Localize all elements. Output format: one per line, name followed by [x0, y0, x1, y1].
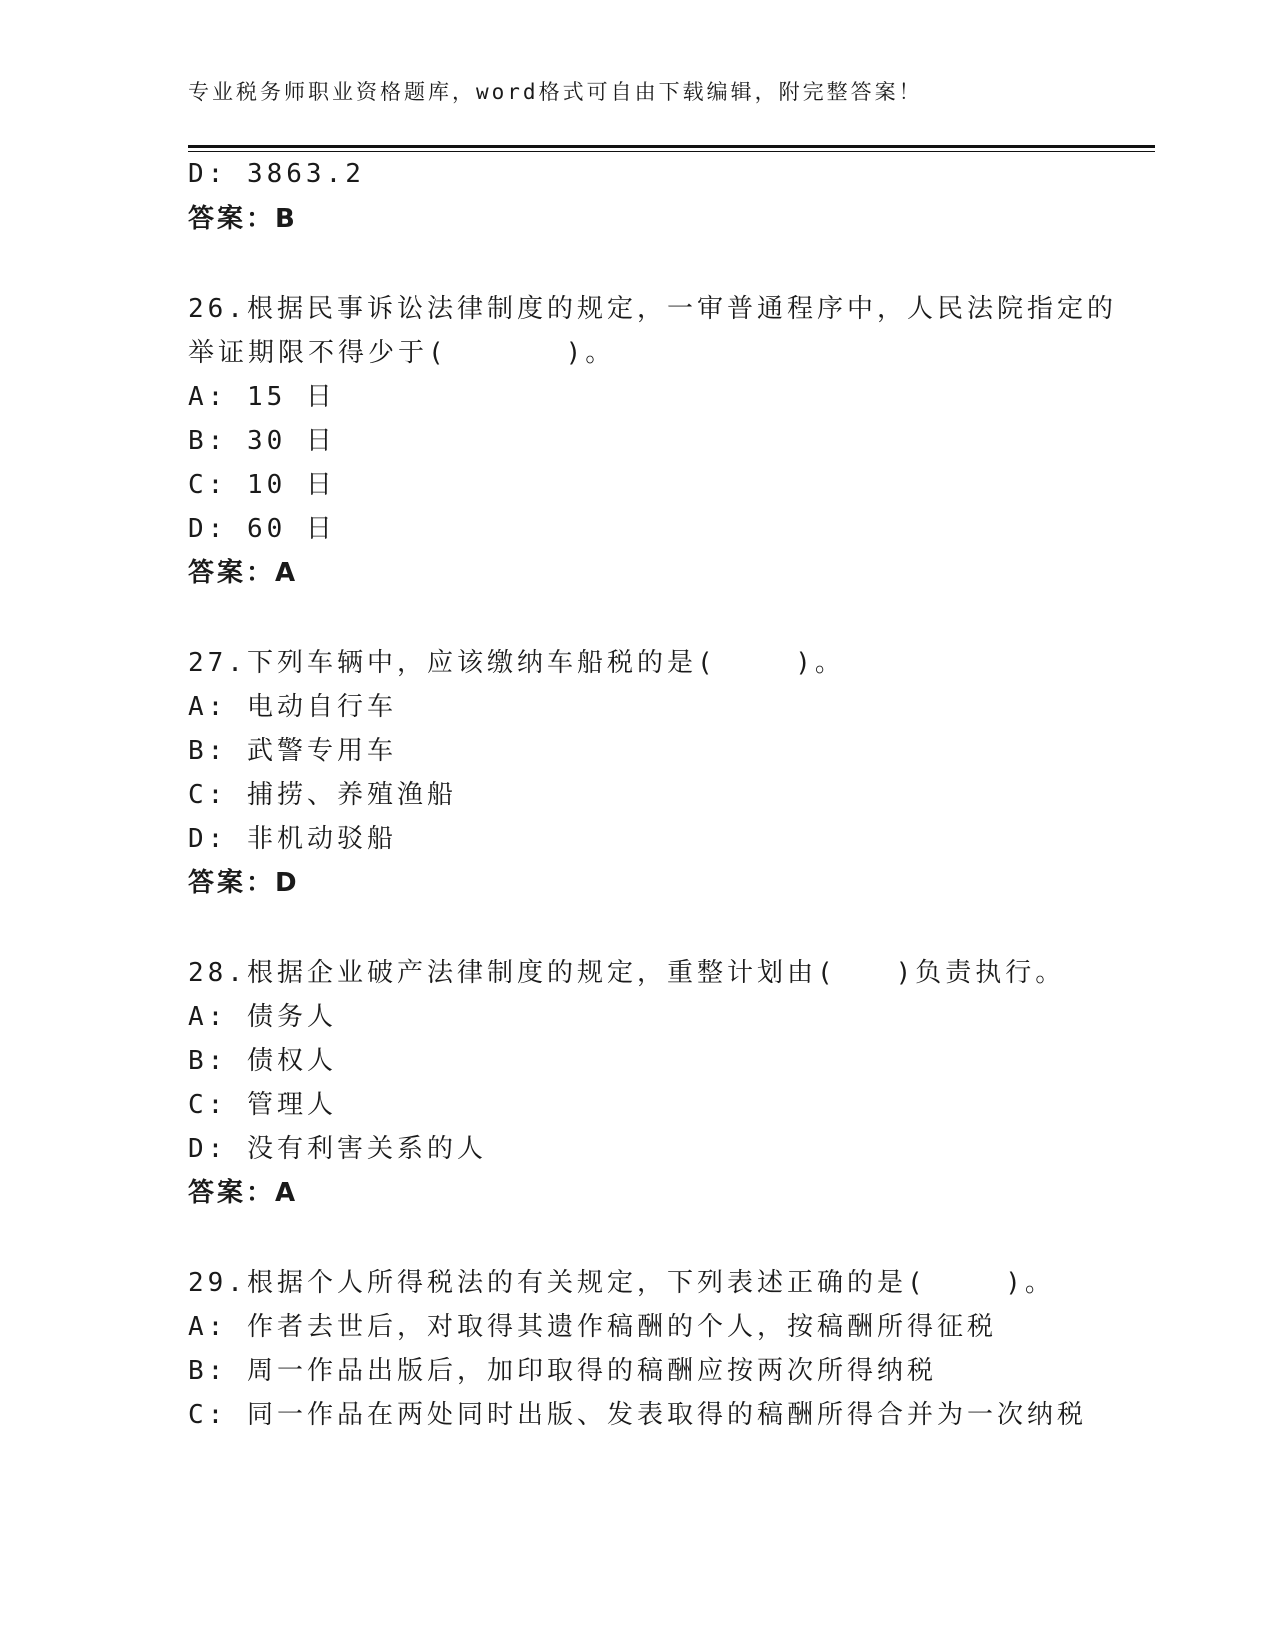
q28-stem: 28.根据企业破产法律制度的规定，重整计划由( )负责执行。 — [188, 958, 1066, 988]
header-rule-thick — [188, 145, 1155, 148]
q27-option-a: A: 电动自行车 — [188, 692, 397, 722]
q28-answer: 答案：A — [188, 1178, 299, 1208]
header-rule-thin — [188, 151, 1155, 152]
prev-option-d: D: 3863.2 — [188, 159, 365, 189]
q29-option-b: B: 周一作品出版后，加印取得的稿酬应按两次所得纳税 — [188, 1356, 937, 1386]
q26-option-d: D: 60 日 — [188, 514, 336, 544]
q26-option-c: C: 10 日 — [188, 470, 336, 500]
q26-option-b: B: 30 日 — [188, 426, 336, 456]
q28-option-c: C: 管理人 — [188, 1090, 337, 1120]
q26-stem-line2: 举证期限不得少于( )。 — [188, 338, 616, 368]
q26-option-a: A: 15 日 — [188, 382, 336, 412]
q29-option-c: C: 同一作品在两处同时出版、发表取得的稿酬所得合并为一次纳税 — [188, 1400, 1087, 1430]
q26-answer: 答案：A — [188, 558, 299, 588]
q27-stem: 27.下列车辆中，应该缴纳车船税的是( )。 — [188, 648, 845, 678]
q27-option-d: D: 非机动驳船 — [188, 824, 397, 854]
q27-answer: 答案：D — [188, 868, 300, 898]
q29-option-a: A: 作者去世后，对取得其遗作稿酬的个人，按稿酬所得征税 — [188, 1312, 997, 1342]
q28-option-a: A: 债务人 — [188, 1002, 337, 1032]
q26-stem-line1: 26.根据民事诉讼法律制度的规定，一审普通程序中，人民法院指定的 — [188, 294, 1117, 324]
q29-stem: 29.根据个人所得税法的有关规定，下列表述正确的是( )。 — [188, 1268, 1055, 1298]
q28-option-b: B: 债权人 — [188, 1046, 337, 1076]
q28-option-d: D: 没有利害关系的人 — [188, 1134, 487, 1164]
page-header: 专业税务师职业资格题库，word格式可自由下载编辑，附完整答案！ — [188, 80, 923, 104]
prev-answer: 答案：B — [188, 204, 298, 234]
q27-option-c: C: 捕捞、养殖渔船 — [188, 780, 457, 810]
q27-option-b: B: 武警专用车 — [188, 736, 397, 766]
